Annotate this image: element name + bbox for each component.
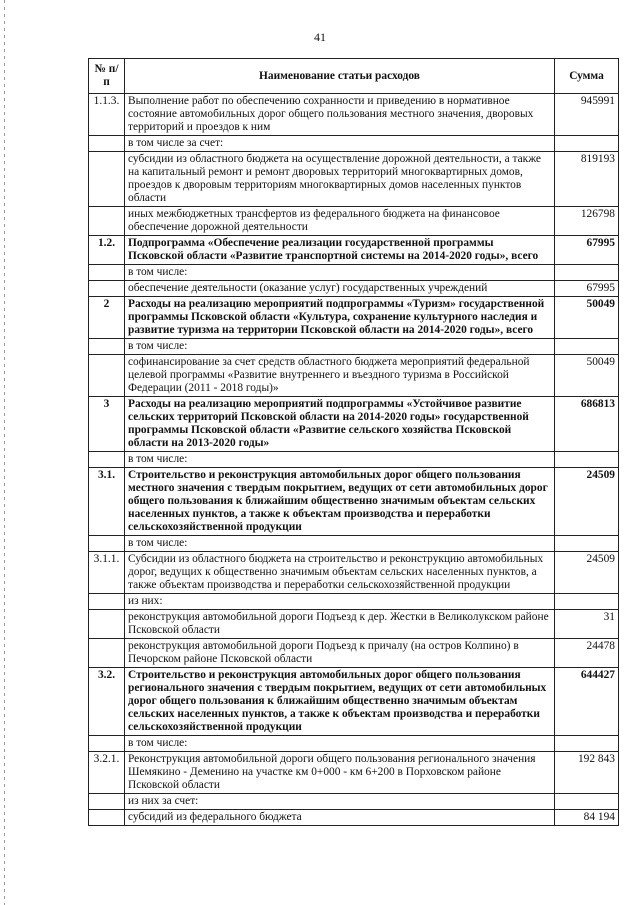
- row-number: 3.2.: [89, 668, 125, 736]
- table-row: [89, 810, 619, 826]
- row-number: 3.1.: [89, 468, 125, 536]
- row-sum: 945991: [555, 94, 619, 136]
- row-sum: 50049: [555, 355, 619, 397]
- row-number: [89, 355, 125, 397]
- row-number: [89, 207, 125, 236]
- row-name: Субсидии из областного бюджета на строительство и реконструкцию автомобильных дорог, ведущих к общественно значимым объектам сельских населенных пунктов, а также объектам производства и переработки сельскохозяйственной продукции: [125, 552, 555, 594]
- row-sum: 50049: [555, 297, 619, 339]
- row-sum: [555, 339, 619, 355]
- row-name: обеспечение деятельности (оказание услуг) государственных учреждений: [125, 281, 555, 297]
- row-name: субсидии из областного бюджета на осуществление дорожной деятельности, а также на капитальный ремонт и ремонт дворовых территорий многоквартирных домов, проездов к дворовым территориям многоквартирных домов населенных пунктов области: [125, 152, 555, 207]
- row-number: [89, 281, 125, 297]
- row-name: в том числе:: [125, 339, 555, 355]
- row-name: Реконструкция автомобильной дороги общего пользования регионального значения Шемякино - Деменино на участке км 0+000 - км 6+200 в Порховском районе Псковской области: [125, 752, 555, 794]
- row-name: реконструкция автомобильной дороги Подъезд к причалу (на остров Колпино) в Печорском районе Псковской области: [125, 639, 555, 668]
- row-number: [89, 265, 125, 281]
- row-sum: 31: [555, 610, 619, 639]
- row-number: 2: [89, 297, 125, 339]
- scan-edge-mark: [4, 0, 5, 905]
- row-name: Расходы на реализацию мероприятий подпрограммы «Туризм» государственной программы Псковской области «Культура, сохранение культурного наследия и развитие туризма на территории Псковской области на 2014-2020 годы», всего: [125, 297, 555, 339]
- row-sum: 192 843: [555, 752, 619, 794]
- table-row: [89, 452, 619, 468]
- row-sum: 24509: [555, 552, 619, 594]
- table-row: [89, 736, 619, 752]
- table-row: [89, 752, 619, 794]
- table-row: [89, 281, 619, 297]
- table-row: [89, 265, 619, 281]
- row-name: Выполнение работ по обеспечению сохранности и приведению в нормативное состояние автомобильных дорог общего пользования местного значения, дворовых территорий и проездов к ним: [125, 94, 555, 136]
- row-number: [89, 610, 125, 639]
- row-sum: 24509: [555, 468, 619, 536]
- table-row: [89, 207, 619, 236]
- table-row: [89, 297, 619, 339]
- row-number: [89, 639, 125, 668]
- header-sum: Сумма: [555, 59, 619, 94]
- row-name: Строительство и реконструкция автомобильных дорог общего пользования регионального значения с твердым покрытием, ведущих от сети автомобильных дорог общего пользования к ближайшим общественно значимым объектам сельских населенных пунктов, а также к объектам производства и переработки сельскохозяйственной продукции: [125, 668, 555, 736]
- page-number: 41: [314, 30, 326, 44]
- header-num: № п/п: [89, 59, 125, 94]
- row-name: в том числе:: [125, 452, 555, 468]
- table-row: [89, 152, 619, 207]
- row-name: в том числе:: [125, 736, 555, 752]
- row-number: [89, 136, 125, 152]
- row-name: реконструкция автомобильной дороги Подъезд к дер. Жестки в Великолукском районе Псковской области: [125, 610, 555, 639]
- table-row: [89, 94, 619, 136]
- row-name: Строительство и реконструкция автомобильных дорог общего пользования местного значения с твердым покрытием, ведущих от сети автомобильных дорог общего пользования к ближайшим общественно значимым объектам сельских населенных пунктов, а также к объектам производства и переработки сельскохозяйственной продукции: [125, 468, 555, 536]
- row-number: 3: [89, 397, 125, 452]
- table-row: [89, 468, 619, 536]
- row-number: 3.1.1.: [89, 552, 125, 594]
- row-sum: [555, 265, 619, 281]
- table-row: [89, 552, 619, 594]
- row-number: [89, 794, 125, 810]
- table-row: [89, 236, 619, 265]
- table-row: [89, 397, 619, 452]
- table-header-row: [89, 59, 619, 94]
- row-number: [89, 452, 125, 468]
- row-sum: 644427: [555, 668, 619, 736]
- row-name: из них за счет:: [125, 794, 555, 810]
- row-name: Расходы на реализацию мероприятий подпрограммы «Устойчивое развитие сельских территорий Псковской области на 2014-2020 годы» государственной программы Псковской области «Развитие сельского хозяйства Псковской области на 2013-2020 годы»: [125, 397, 555, 452]
- row-number: [89, 594, 125, 610]
- row-sum: [555, 594, 619, 610]
- row-name: софинансирование за счет средств областного бюджета мероприятий федеральной целевой программы «Развитие внутреннего и въездного туризма в Российской Федерации (2011 - 2018 годы)»: [125, 355, 555, 397]
- budget-table: [88, 58, 619, 826]
- row-name: в том числе:: [125, 265, 555, 281]
- table-row: [89, 536, 619, 552]
- row-sum: [555, 452, 619, 468]
- row-number: [89, 339, 125, 355]
- row-name: в том числе:: [125, 536, 555, 552]
- row-name: иных межбюджетных трансфертов из федерального бюджета на финансовое обеспечение дорожной деятельности: [125, 207, 555, 236]
- row-number: 1.1.3.: [89, 94, 125, 136]
- row-sum: 686813: [555, 397, 619, 452]
- row-sum: 819193: [555, 152, 619, 207]
- table-row: [89, 339, 619, 355]
- row-sum: 24478: [555, 639, 619, 668]
- table-row: [89, 136, 619, 152]
- table-row: [89, 794, 619, 810]
- row-number: [89, 736, 125, 752]
- table-row: [89, 668, 619, 736]
- row-number: [89, 152, 125, 207]
- row-number: 3.2.1.: [89, 752, 125, 794]
- header-name: Наименование статьи расходов: [125, 59, 555, 94]
- row-sum: [555, 536, 619, 552]
- row-name: из них:: [125, 594, 555, 610]
- row-sum: [555, 794, 619, 810]
- table-row: [89, 594, 619, 610]
- row-name: в том числе за счет:: [125, 136, 555, 152]
- row-sum: 67995: [555, 281, 619, 297]
- table-row: [89, 355, 619, 397]
- row-number: [89, 810, 125, 826]
- table-row: [89, 610, 619, 639]
- row-sum: 67995: [555, 236, 619, 265]
- row-name: Подпрограмма «Обеспечение реализации государственной программы Псковской области «Развитие транспортной системы на 2014-2020 годы», всего: [125, 236, 555, 265]
- row-number: [89, 536, 125, 552]
- row-number: 1.2.: [89, 236, 125, 265]
- row-sum: [555, 136, 619, 152]
- row-sum: 84 194: [555, 810, 619, 826]
- table-row: [89, 639, 619, 668]
- row-name: субсидий из федерального бюджета: [125, 810, 555, 826]
- table-body: [89, 94, 619, 826]
- row-sum: 126798: [555, 207, 619, 236]
- row-sum: [555, 736, 619, 752]
